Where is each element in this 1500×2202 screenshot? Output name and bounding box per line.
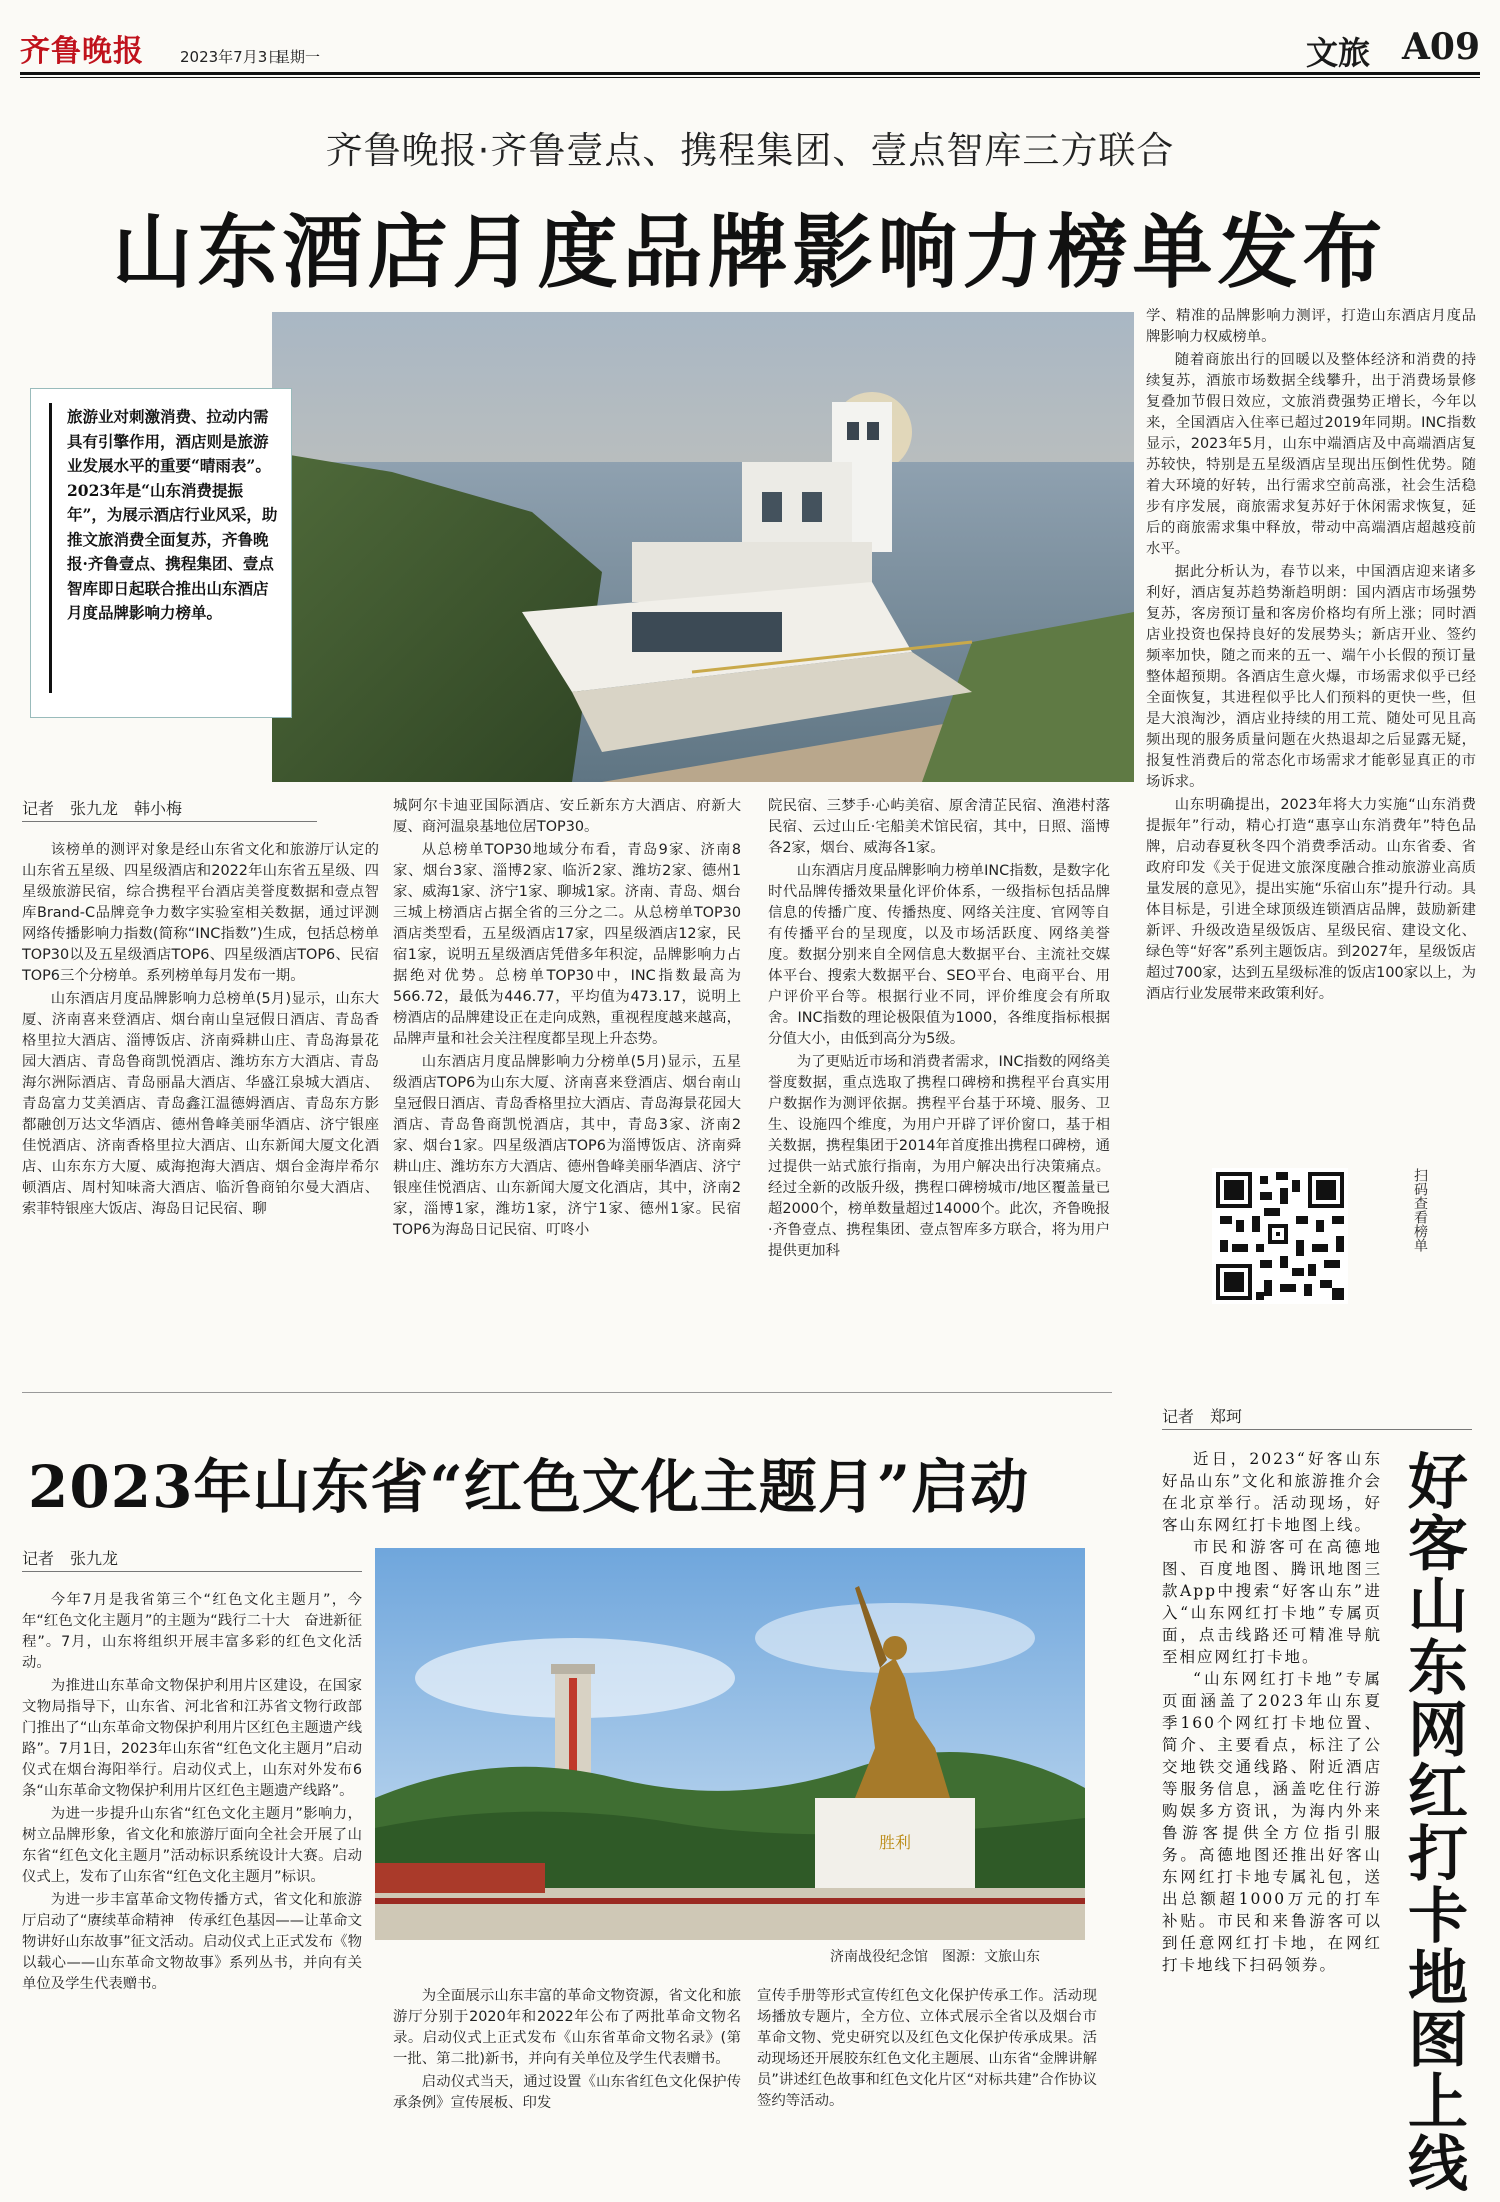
paragraph: 学、精准的品牌影响力测评，打造山东酒店月度品牌影响力权威榜单。 [1146,308,1476,345]
publication-date: 2023年7月3日 [180,48,283,66]
paragraph: 近日，2023“好客山东 好品山东”文化和旅游推介会在北京举行。活动现场，好客山东网红打卡地图上线。 [1162,1450,1400,1534]
story1-intro: 旅游业对刺激消费、拉动内需具有引擎作用，酒店则是旅游业发展水平的重要“晴雨表”。2023年是“山东消费提振年”，为展示酒店行业风采，助推文旅消费全面复苏，齐鲁晚报·齐鲁壹点、携程集团、壹点智库即日起联合推出山东酒店月度品牌影响力榜单。 [67,407,278,622]
intro-accent-bar [49,403,52,693]
paragraph: 市民和游客可在高德地图、百度地图、腾讯地图三款App中搜索“好客山东”进入“山东网红打卡地”专属页面，点击线路还可精准导航至相应网红打卡地。 [1162,1538,1382,1666]
paragraph: “山东网红打卡地”专属页面涵盖了2023年山东夏季160个网红打卡地位置、简介、主要看点，标注了公交地铁交通线路、附近酒店等服务信息，涵盖吃住行游购娱多方资讯，为海内外来鲁游客提供全方位指引服务。高德地图还推出好客山东网红打卡地专属礼包，送出总额超1000万元的打车补贴。市民和来鲁游客可以到任意网红打卡地，在网红打卡地线下扫码领券。 [1162,1670,1382,1974]
story2-column-3 [757,1986,1097,2194]
newspaper-logo: 齐鲁晚报 [20,34,144,69]
paragraph: 据此分析认为，春节以来，中国酒店迎来诸多利好，酒店复苏趋势渐趋明朗：国内酒店市场强势复苏，客房预订量和客房价格均有所上涨；同时酒店业投资也保持良好的发展势头；新店开业、签约频率加快，随之而来的五一、端午小长假的预订量整体超预期。各酒店生意火爆，市场需求似乎已经全面恢复，其进程似乎比人们预料的更快一些，但是大浪淘沙，酒店业持续的用工荒、随处可见且高频出现的服务质量问题在火热退却之后显露无疑，报复性消费后的常态化市场需求才能彰显真正的市场诉求。 [1146,564,1476,790]
masthead-rule-thin [20,77,1480,78]
page-number: A09 [1401,26,1480,68]
hotel-photo [272,312,1134,782]
paragraph: 从总榜单TOP30地域分布看，青岛9家、济南8家、烟台3家、淄博2家、临沂2家、潍坊2家、德州1家、威海1家、济宁1家、聊城1家。济南、青岛、烟台三城上榜酒店占据全省的三分之二。从总榜单TOP30酒店类型看，五星级酒店17家，四星级酒店12家，民宿1家，说明五星级酒店凭借多年积淀，品牌影响力占据绝对优势。总榜单TOP30中，INC指数最高为566.72，最低为446.77，平均值为473.17，说明上榜酒店的品牌建设正在走向成熟，重视程度越来越高，品牌声量和社会关注程度都呈现上升态势。 [393,842,741,1047]
paragraph: 该榜单的测评对象是经山东省文化和旅游厅认定的山东省五星级、四星级酒店和2022年山东省五星级、四星级旅游民宿，综合携程平台酒店美誉度数据和壹点智库Brand-C品牌竞争力数字实验室相关数据，通过评测网络传播影响力指数(简称“INC指数”)生成，包括总榜单TOP30以及五星级酒店TOP6、四星级酒店TOP6、民宿TOP6三个分榜单。系列榜单每月发布一期。 [22,842,379,984]
paragraph: 院民宿、三梦手·心屿美宿、原舍清芷民宿、渔港村落民宿、云过山丘·宅船美术馆民宿，其中，日照、淄博各2家，烟台、威海各1家。 [768,798,1110,856]
story1-byline: 记者 张九龙 韩小梅 [22,796,317,822]
paragraph: 为推进山东革命文物保护利用片区建设，在国家文物局指导下，山东省、河北省和江苏省文物行政部门推出了“山东革命文物保护利用片区红色主题遗产线路”。7月1日，2023年山东省“红色文化主题月”启动仪式在烟台海阳举行。启动仪式上，山东对外发布6条“山东革命文物保护利用片区红色主题遗产线路”。 [22,1678,362,1799]
section-divider [22,1392,1112,1393]
story1-column-4 [1146,306,1476,1152]
photo-caption: 济南战役纪念馆 图源：文旅山东 [830,1949,1040,1965]
paragraph: 随着商旅出行的回暖以及整体经济和消费的持续复苏，酒旅市场数据全线攀升，出于消费场景修复叠加节假日效应，文旅消费强势正增长，今年以来，全国酒店入住率已超过2019年同期。INC指数显示，2023年5月，山东中端酒店及中高端酒店复苏较快，特别是五星级酒店呈现出压倒性优势。随着大环境的好转，出行需求空前高涨，社会生活稳步有序发展，商旅需求复苏好于休闲需求恢复，延后的商旅需求集中释放，带动中高端酒店超越疫前水平。 [1146,352,1476,557]
section-name: 文旅 [1305,34,1370,72]
qr-code[interactable] [1212,1168,1348,1304]
paragraph: 启动仪式当天，通过设置《山东省红色文化保护传承条例》宣传展板、印发 [393,2074,741,2111]
paragraph: 宣传手册等形式宣传红色文化保护传承工作。活动现场播放专题片，全方位、立体式展示全省以及烟台市革命文物、党史研究以及红色文化保护传承成果。活动现场还开展胶东红色文化主题展、山东省“金牌讲解员”讲述红色故事和红色文化片区“对标共建”合作协议签约等活动。 [757,1988,1097,2109]
story3-byline: 记者 郑珂 [1162,1404,1472,1430]
story1-headline: 山东酒店月度品牌影响力榜单发布 [112,205,1388,299]
story3-column [1162,1448,1400,2194]
story1-column-2 [393,796,741,1362]
paragraph: 为全面展示山东丰富的革命文物资源，省文化和旅游厅分别于2020年和2022年公布了两批革命文物名录。启动仪式上正式发布《山东省革命文物名录》(第一批、第二批)新书，并向有关单位及学生代表赠书。 [393,1988,741,2067]
story2-column-1 [22,1590,362,2194]
story1-column-3 [768,796,1110,1362]
story1-intro-box [30,388,292,718]
paragraph: 城阿尔卡迪亚国际酒店、安丘新东方大酒店、府新大厦、商河温泉基地位居TOP30。 [393,798,741,835]
qr-code-label: 扫码查看榜单 [1412,1168,1428,1252]
paragraph: 为进一步提升山东省“红色文化主题月”影响力，树立品牌形象，省文化和旅游厅面向全社会开展了山东省“红色文化主题月”活动标识系统设计大赛。启动仪式上，发布了山东省“红色文化主题月”标识。 [22,1806,362,1885]
masthead [20,26,1480,72]
memorial-photo [375,1548,1085,1940]
story1-column-1 [22,840,379,1362]
story2-byline: 记者 张九龙 [22,1546,362,1572]
paragraph: 山东酒店月度品牌影响力总榜单(5月)显示，山东大厦、济南喜来登酒店、烟台南山皇冠假日酒店、青岛香格里拉大酒店、淄博饭店、济南舜耕山庄、青岛海景花园大酒店、青岛鲁商凯悦酒店、潍坊东方大酒店、青岛海尔洲际酒店、青岛丽晶大酒店、华盛江泉城大酒店、青岛富力艾美酒店、青岛鑫江温德姆酒店、青岛东方影都融创万达文华酒店、德州鲁峰美丽华酒店、济宁银座佳悦酒店、济南香格里拉大酒店、山东新闻大厦文化酒店、山东东方大厦、威海抱海大酒店、烟台金海岸希尔顿酒店、周村知味斋大酒店、临沂鲁商铂尔曼大酒店、索菲特银座大饭店、海岛日记民宿、聊 [22,991,379,1217]
paragraph: 山东酒店月度品牌影响力分榜单(5月)显示，五星级酒店TOP6为山东大厦、济南喜来登酒店、烟台南山皇冠假日酒店、青岛香格里拉大酒店、青岛海景花园大酒店、青岛鲁商凯悦酒店，其中，青岛3家、济南2家、烟台1家。四星级酒店TOP6为淄博饭店、济南舜耕山庄、潍坊东方大酒店、德州鲁峰美丽华酒店、济宁银座佳悦酒店、山东新闻大厦文化酒店，其中，济南2家，淄博1家，潍坊1家，济宁1家、德州1家。民宿TOP6为海岛日记民宿、叮咚小 [393,1054,741,1238]
paragraph: 为了更贴近市场和消费者需求，INC指数的网络美誉度数据，重点选取了携程口碑榜和携程平台真实用户数据作为测评依据。携程平台基于环境、服务、卫生、设施四个维度，为用户开辟了评价窗口，基于相关数据，携程集团于2014年首度推出携程口碑榜，通过提供一站式旅行指南，为用户解决出行决策痛点。经过全新的改版升级，携程口碑榜城市/地区覆盖量已超2000个，榜单数量超过14000个。此次，齐鲁晚报·齐鲁壹点、携程集团、壹点智库多方联合，将为用户提供更加科 [768,1054,1110,1259]
story3-headline: 好客山东网红打卡地图上线 [1398,1450,1468,2194]
paragraph: 为进一步丰富革命文物传播方式，省文化和旅游厅启动了“赓续革命精神 传承红色基因——让革命文物讲好山东故事”征文活动。启动仪式上正式发布《物以载心——山东革命文物故事》系列丛书，并向有关单位及学生代表赠书。 [22,1892,362,1992]
paragraph: 山东酒店月度品牌影响力榜单INC指数，是数字化时代品牌传播效果量化评价体系，一级指标包括品牌信息的传播广度、传播热度、网络关注度、官网等自有传播平台的呈现度，以及市场活跃度、网络美誉度。数据分别来自全网信息大数据平台、主流社交媒体平台、搜索大数据平台、SEO平台、电商平台、用户评价平台等。根据行业不同，评价维度会有所取舍。INC指数的理论极限值为1000，各维度指标根据分值大小，由低到高分为5级。 [768,863,1110,1047]
story1-kicker: 齐鲁晚报·齐鲁壹点、携程集团、壹点智库三方联合 [325,129,1175,172]
paragraph: 今年7月是我省第三个“红色文化主题月”，今年“红色文化主题月”的主题为“践行二十大 奋进新征程”。7月，山东将组织开展丰富多彩的红色文化活动。 [22,1592,362,1671]
masthead-rule [20,72,1480,75]
story2-headline: 2023年山东省“红色文化主题月”启动 [28,1453,1030,1521]
monument-inscription: 胜利 [878,1833,912,1852]
story2-column-2 [393,1986,741,2194]
paragraph: 山东明确提出，2023年将大力实施“山东消费提振年”行动，精心打造“惠享山东消费年”特色品牌，启动春夏秋冬四个消费季活动。山东省委、省政府印发《关于促进文旅深度融合推动旅游业高质量发展的意见》，提出实施“乐宿山东”提升行动。具体目标是，引进全球顶级连锁酒店品牌，鼓励新建新评、升级改造星级饭店、星级民宿、建设文化、绿色等“好客”系列主题饭店。到2027年，星级饭店超过700家，达到五星级标准的饭店100家以上，为酒店行业发展带来政策利好。 [1146,797,1476,1002]
publication-weekday: 星期一 [275,48,321,66]
